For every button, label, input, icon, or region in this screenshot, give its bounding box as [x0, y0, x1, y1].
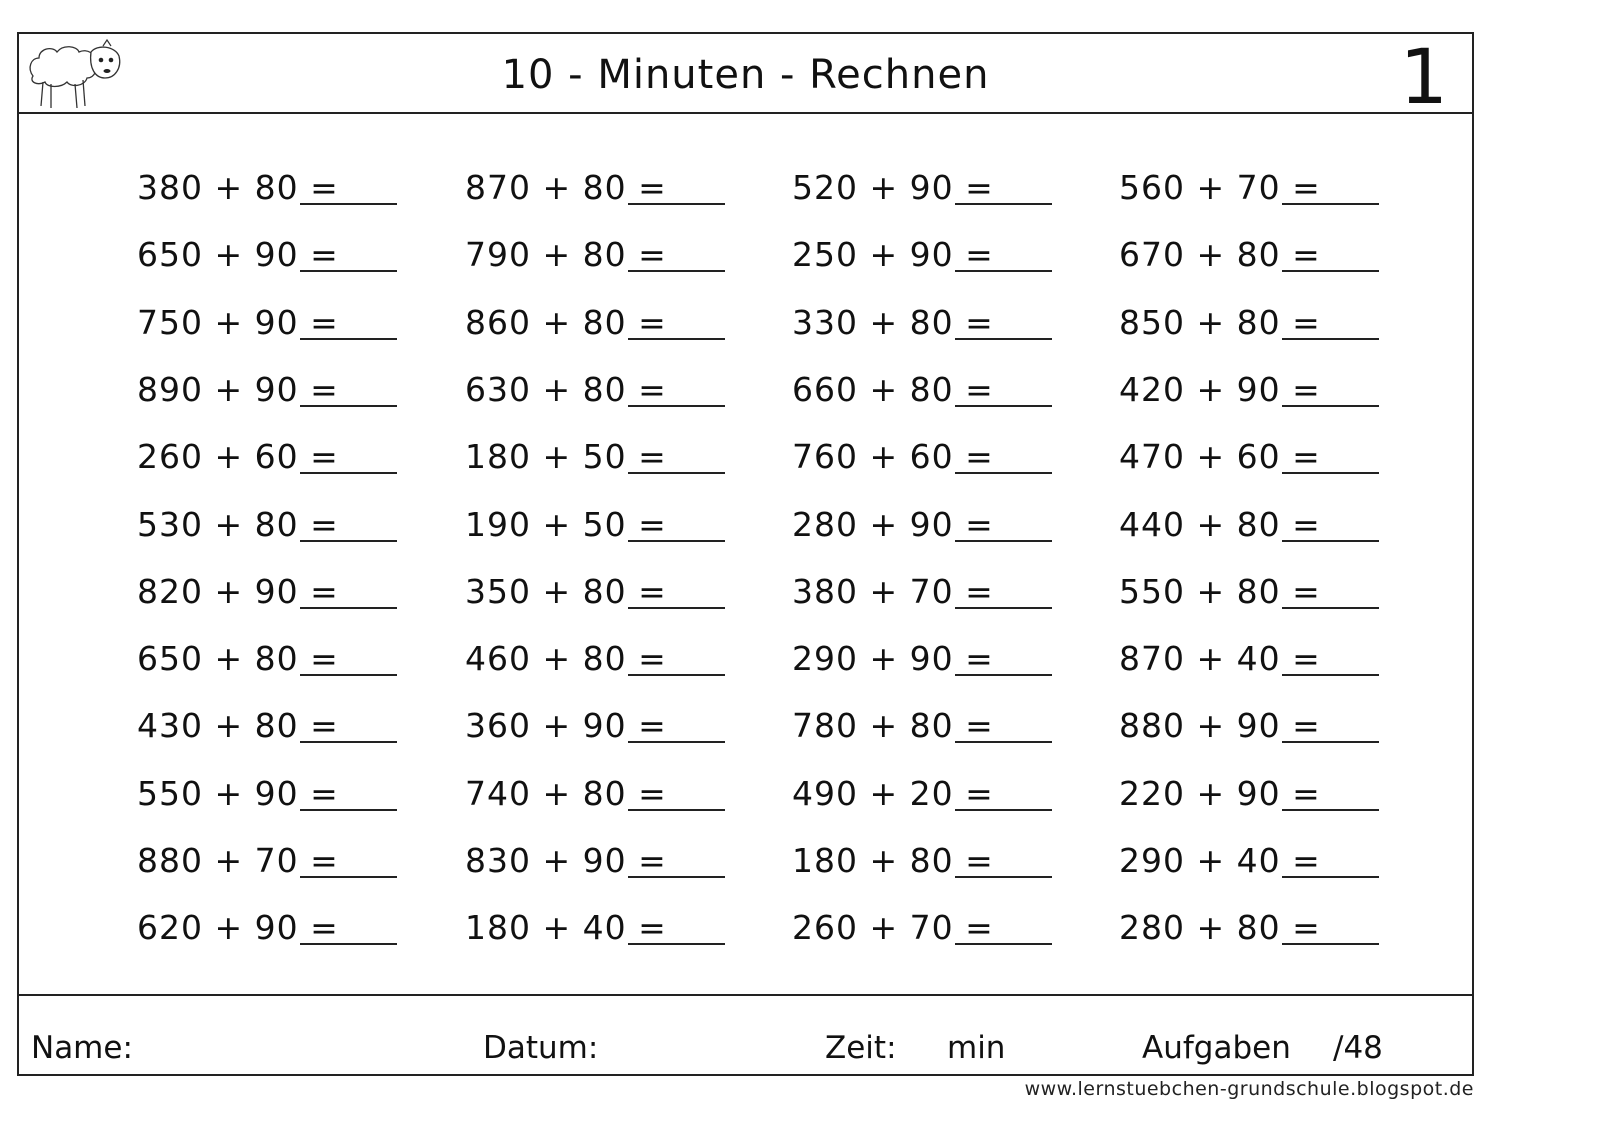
answer-blank[interactable]	[1282, 338, 1379, 340]
problem-expression: 760 + 60 =	[792, 437, 994, 477]
answer-blank[interactable]	[1282, 876, 1379, 878]
worksheet-header	[19, 32, 1472, 121]
answer-blank[interactable]	[955, 876, 1052, 878]
problem-expression: 860 + 80 =	[465, 302, 667, 342]
answer-blank[interactable]	[1282, 405, 1379, 407]
problem-expression: 380 + 80 =	[137, 168, 339, 207]
problem-expression: 850 + 80 =	[1119, 302, 1321, 342]
answer-blank[interactable]	[300, 203, 397, 205]
answer-blank[interactable]	[955, 540, 1052, 542]
answer-blank[interactable]	[628, 338, 725, 340]
problem-expression: 350 + 80 =	[465, 571, 667, 611]
answer-blank[interactable]	[1282, 203, 1379, 205]
answer-blank[interactable]	[955, 203, 1052, 205]
problem-expression: 260 + 70 =	[792, 908, 994, 948]
problem-row	[19, 704, 1472, 744]
problem-row	[19, 503, 1472, 543]
answer-blank[interactable]	[628, 203, 725, 205]
answer-blank[interactable]	[955, 405, 1052, 407]
answer-blank[interactable]	[628, 809, 725, 811]
answer-blank[interactable]	[955, 472, 1052, 474]
problem-expression: 830 + 90 =	[465, 841, 667, 880]
problem-expression: 650 + 80 =	[137, 639, 339, 679]
answer-blank[interactable]	[628, 270, 725, 272]
problem-expression: 430 + 80 =	[137, 706, 339, 746]
problem-grid	[19, 114, 1472, 998]
answer-blank[interactable]	[300, 674, 397, 676]
answer-blank[interactable]	[1282, 270, 1379, 272]
problem-expression: 490 + 20 =	[792, 773, 994, 813]
answer-blank[interactable]	[955, 607, 1052, 609]
answer-blank[interactable]	[300, 405, 397, 407]
answer-blank[interactable]	[300, 876, 397, 878]
problem-expression: 250 + 90 =	[792, 235, 994, 275]
problem-expression: 780 + 80 =	[792, 706, 994, 746]
problem-expression: 190 + 50 =	[465, 504, 667, 544]
answer-blank[interactable]	[628, 540, 725, 542]
problem-expression: 470 + 60 =	[1119, 437, 1321, 477]
tasks-total: /48	[1333, 1030, 1383, 1066]
problem-row	[19, 368, 1472, 408]
answer-blank[interactable]	[955, 809, 1052, 811]
problem-row	[19, 772, 1472, 812]
problem-expression: 750 + 90 =	[137, 302, 339, 342]
name-label: Name:	[31, 1030, 133, 1066]
answer-blank[interactable]	[1282, 809, 1379, 811]
answer-blank[interactable]	[955, 943, 1052, 945]
problem-expression: 740 + 80 =	[465, 773, 667, 813]
problem-expression: 180 + 80 =	[792, 841, 994, 880]
page-title: 10 - Minuten - Rechnen	[501, 52, 990, 98]
answer-blank[interactable]	[1282, 472, 1379, 474]
problem-expression: 260 + 60 =	[137, 437, 339, 477]
problem-expression: 630 + 80 =	[465, 369, 667, 409]
problem-expression: 550 + 80 =	[1119, 571, 1321, 611]
problem-row	[19, 839, 1472, 879]
problem-expression: 180 + 40 =	[465, 908, 667, 948]
problem-expression: 460 + 80 =	[465, 639, 667, 679]
problem-expression: 560 + 70 =	[1119, 168, 1321, 207]
problem-expression: 420 + 90 =	[1119, 369, 1321, 409]
answer-blank[interactable]	[1282, 674, 1379, 676]
time-unit: min	[947, 1030, 1006, 1066]
answer-blank[interactable]	[1282, 741, 1379, 743]
tasks-label: Aufgaben	[1142, 1030, 1291, 1066]
answer-blank[interactable]	[300, 472, 397, 474]
problem-expression: 180 + 50 =	[465, 437, 667, 477]
answer-blank[interactable]	[955, 338, 1052, 340]
answer-blank[interactable]	[1282, 607, 1379, 609]
website-url: www.lernstuebchen-grundschule.blogspot.de	[1024, 1078, 1474, 1100]
problem-row	[19, 233, 1472, 273]
problem-expression: 620 + 90 =	[137, 908, 339, 948]
answer-blank[interactable]	[955, 741, 1052, 743]
problem-expression: 440 + 80 =	[1119, 504, 1321, 544]
answer-blank[interactable]	[955, 674, 1052, 676]
problem-expression: 330 + 80 =	[792, 302, 994, 342]
answer-blank[interactable]	[955, 270, 1052, 272]
answer-blank[interactable]	[628, 943, 725, 945]
problem-row	[19, 570, 1472, 610]
answer-blank[interactable]	[1282, 540, 1379, 542]
answer-blank[interactable]	[300, 270, 397, 272]
answer-blank[interactable]	[628, 741, 725, 743]
answer-blank[interactable]	[300, 540, 397, 542]
problem-expression: 890 + 90 =	[137, 369, 339, 409]
problem-row	[19, 906, 1472, 946]
problem-expression: 220 + 90 =	[1119, 773, 1321, 813]
answer-blank[interactable]	[628, 405, 725, 407]
problem-expression: 870 + 40 =	[1119, 639, 1321, 679]
problem-expression: 820 + 90 =	[137, 571, 339, 611]
answer-blank[interactable]	[628, 472, 725, 474]
worksheet-footer	[19, 994, 1472, 1074]
problem-row	[19, 166, 1472, 206]
problem-expression: 670 + 80 =	[1119, 235, 1321, 275]
problem-expression: 530 + 80 =	[137, 504, 339, 544]
problem-expression: 380 + 70 =	[792, 571, 994, 611]
answer-blank[interactable]	[300, 809, 397, 811]
worksheet	[17, 32, 1474, 1076]
problem-expression: 880 + 70 =	[137, 841, 339, 880]
problem-expression: 870 + 80 =	[465, 168, 667, 207]
problem-row	[19, 435, 1472, 475]
problem-expression: 550 + 90 =	[137, 773, 339, 813]
answer-blank[interactable]	[1282, 943, 1379, 945]
problem-expression: 880 + 90 =	[1119, 706, 1321, 746]
problem-expression: 280 + 80 =	[1119, 908, 1321, 948]
time-label: Zeit:	[825, 1030, 897, 1066]
problem-expression: 650 + 90 =	[137, 235, 339, 275]
date-label: Datum:	[483, 1030, 599, 1066]
problem-row	[19, 301, 1472, 341]
problem-expression: 290 + 40 =	[1119, 841, 1321, 880]
answer-blank[interactable]	[300, 741, 397, 743]
problem-row	[19, 637, 1472, 677]
answer-blank[interactable]	[628, 674, 725, 676]
problem-expression: 660 + 80 =	[792, 369, 994, 409]
answer-blank[interactable]	[300, 338, 397, 340]
problem-expression: 280 + 90 =	[792, 504, 994, 544]
answer-blank[interactable]	[300, 607, 397, 609]
answer-blank[interactable]	[628, 876, 725, 878]
problem-expression: 360 + 90 =	[465, 706, 667, 746]
problem-expression: 790 + 80 =	[465, 235, 667, 275]
answer-blank[interactable]	[628, 607, 725, 609]
problem-expression: 290 + 90 =	[792, 639, 994, 679]
sheet-number: 1	[1399, 32, 1448, 121]
problem-expression: 520 + 90 =	[792, 168, 994, 207]
answer-blank[interactable]	[300, 943, 397, 945]
